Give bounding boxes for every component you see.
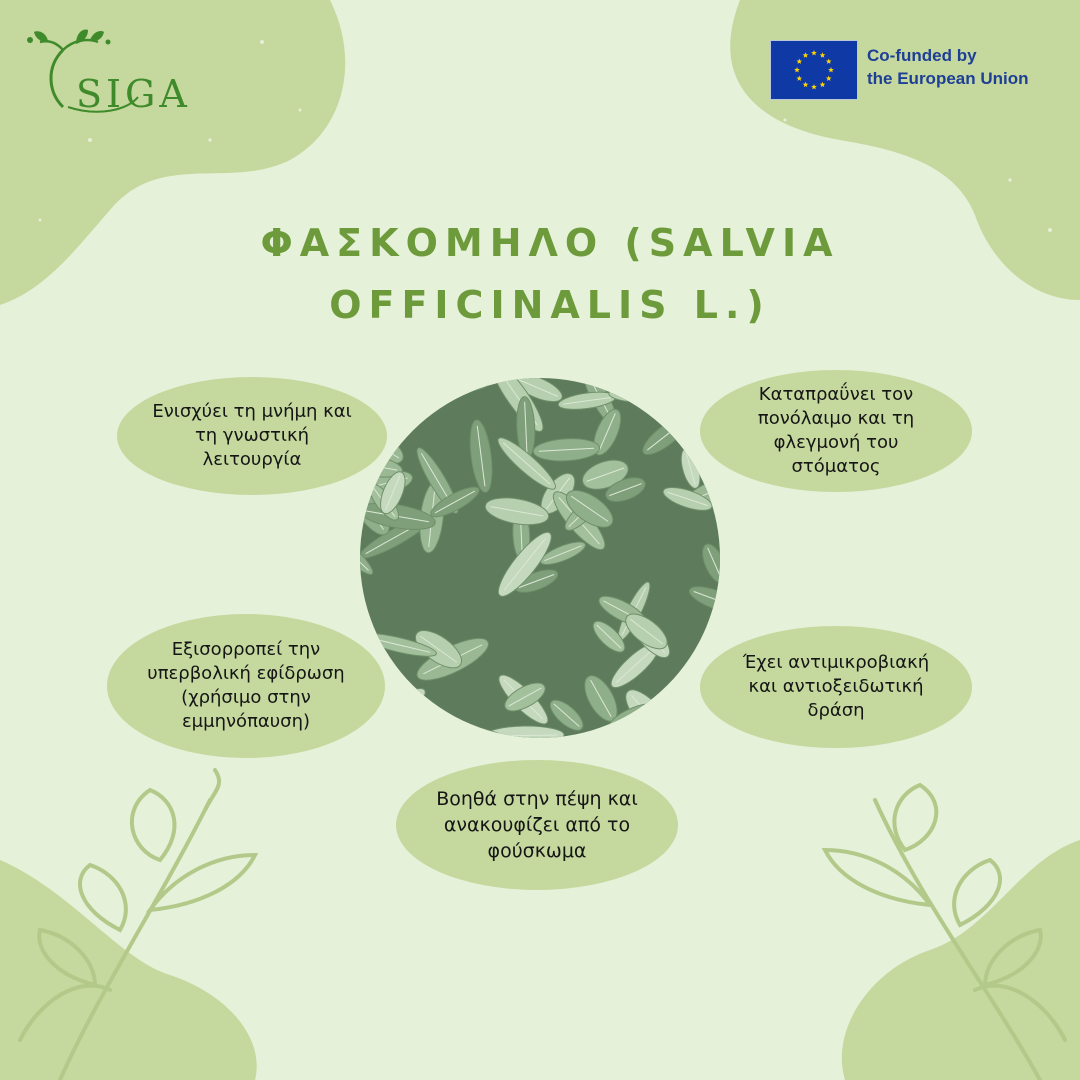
eu-star-icon [794, 67, 800, 72]
eu-funding-text [867, 44, 1029, 90]
benefit-sweating [107, 614, 385, 758]
benefit-line: δράση [807, 700, 865, 721]
eu-star-icon [828, 67, 834, 72]
benefit-line: Βοηθά στην πέψη και [436, 788, 638, 810]
benefit-line: Εξισορροπεί την [171, 639, 321, 660]
benefit-line: (χρήσιμο στην [181, 687, 311, 708]
benefit-line: ανακουφίζει από το [443, 814, 631, 836]
eu-star-icon [803, 52, 809, 57]
blob-bottom-right [842, 840, 1080, 1080]
title-line-2: OFFICINALIS L.) [329, 283, 771, 327]
benefit-line: λειτουργία [202, 449, 302, 470]
benefit-line: τη γνωστική [194, 425, 310, 446]
siga-logo [18, 22, 218, 117]
benefit-antimicrobial [700, 626, 972, 748]
benefit-digestion [396, 760, 678, 890]
benefit-line: Καταπραΰνει τον [758, 384, 914, 405]
benefit-line: υπερβολική εφίδρωση [147, 663, 345, 684]
benefit-line: Ενισχύει τη μνήμη και [152, 401, 352, 422]
eu-star-icon [811, 84, 817, 89]
eu-star-icon [826, 59, 832, 64]
blob-bottom-left [0, 860, 257, 1080]
benefit-line: εμμηνόπαυση) [181, 711, 311, 732]
eu-star-icon [820, 52, 826, 57]
logo-text: SIGA [76, 72, 191, 116]
eu-star-icon [820, 82, 826, 87]
eu-star-icon [811, 50, 817, 55]
eu-star-icon [803, 82, 809, 87]
sage-leaves-photo [360, 378, 720, 738]
eu-line-1: Co-funded by [867, 46, 977, 65]
benefit-line: και αντιοξειδωτική [748, 676, 924, 697]
benefit-line: στόματος [791, 456, 881, 477]
title-line-1: ΦΑΣΚΟΜΗΛΟ (SALVIA [260, 221, 840, 265]
benefit-line: φούσκωμα [487, 840, 587, 862]
eu-star-icon [826, 76, 832, 81]
eu-star-icon [796, 76, 802, 81]
eu-flag-icon [770, 40, 858, 100]
benefit-sore-throat [700, 370, 972, 492]
benefit-line: Έχει αντιμικροβιακή [742, 652, 930, 673]
page-title [170, 212, 930, 336]
eu-star-icon [796, 59, 802, 64]
benefit-line: πονόλαιμο και τη [757, 408, 915, 429]
benefit-line: φλεγμονή του [773, 432, 899, 453]
benefit-memory [117, 377, 387, 495]
eu-line-2: the European Union [867, 69, 1029, 88]
